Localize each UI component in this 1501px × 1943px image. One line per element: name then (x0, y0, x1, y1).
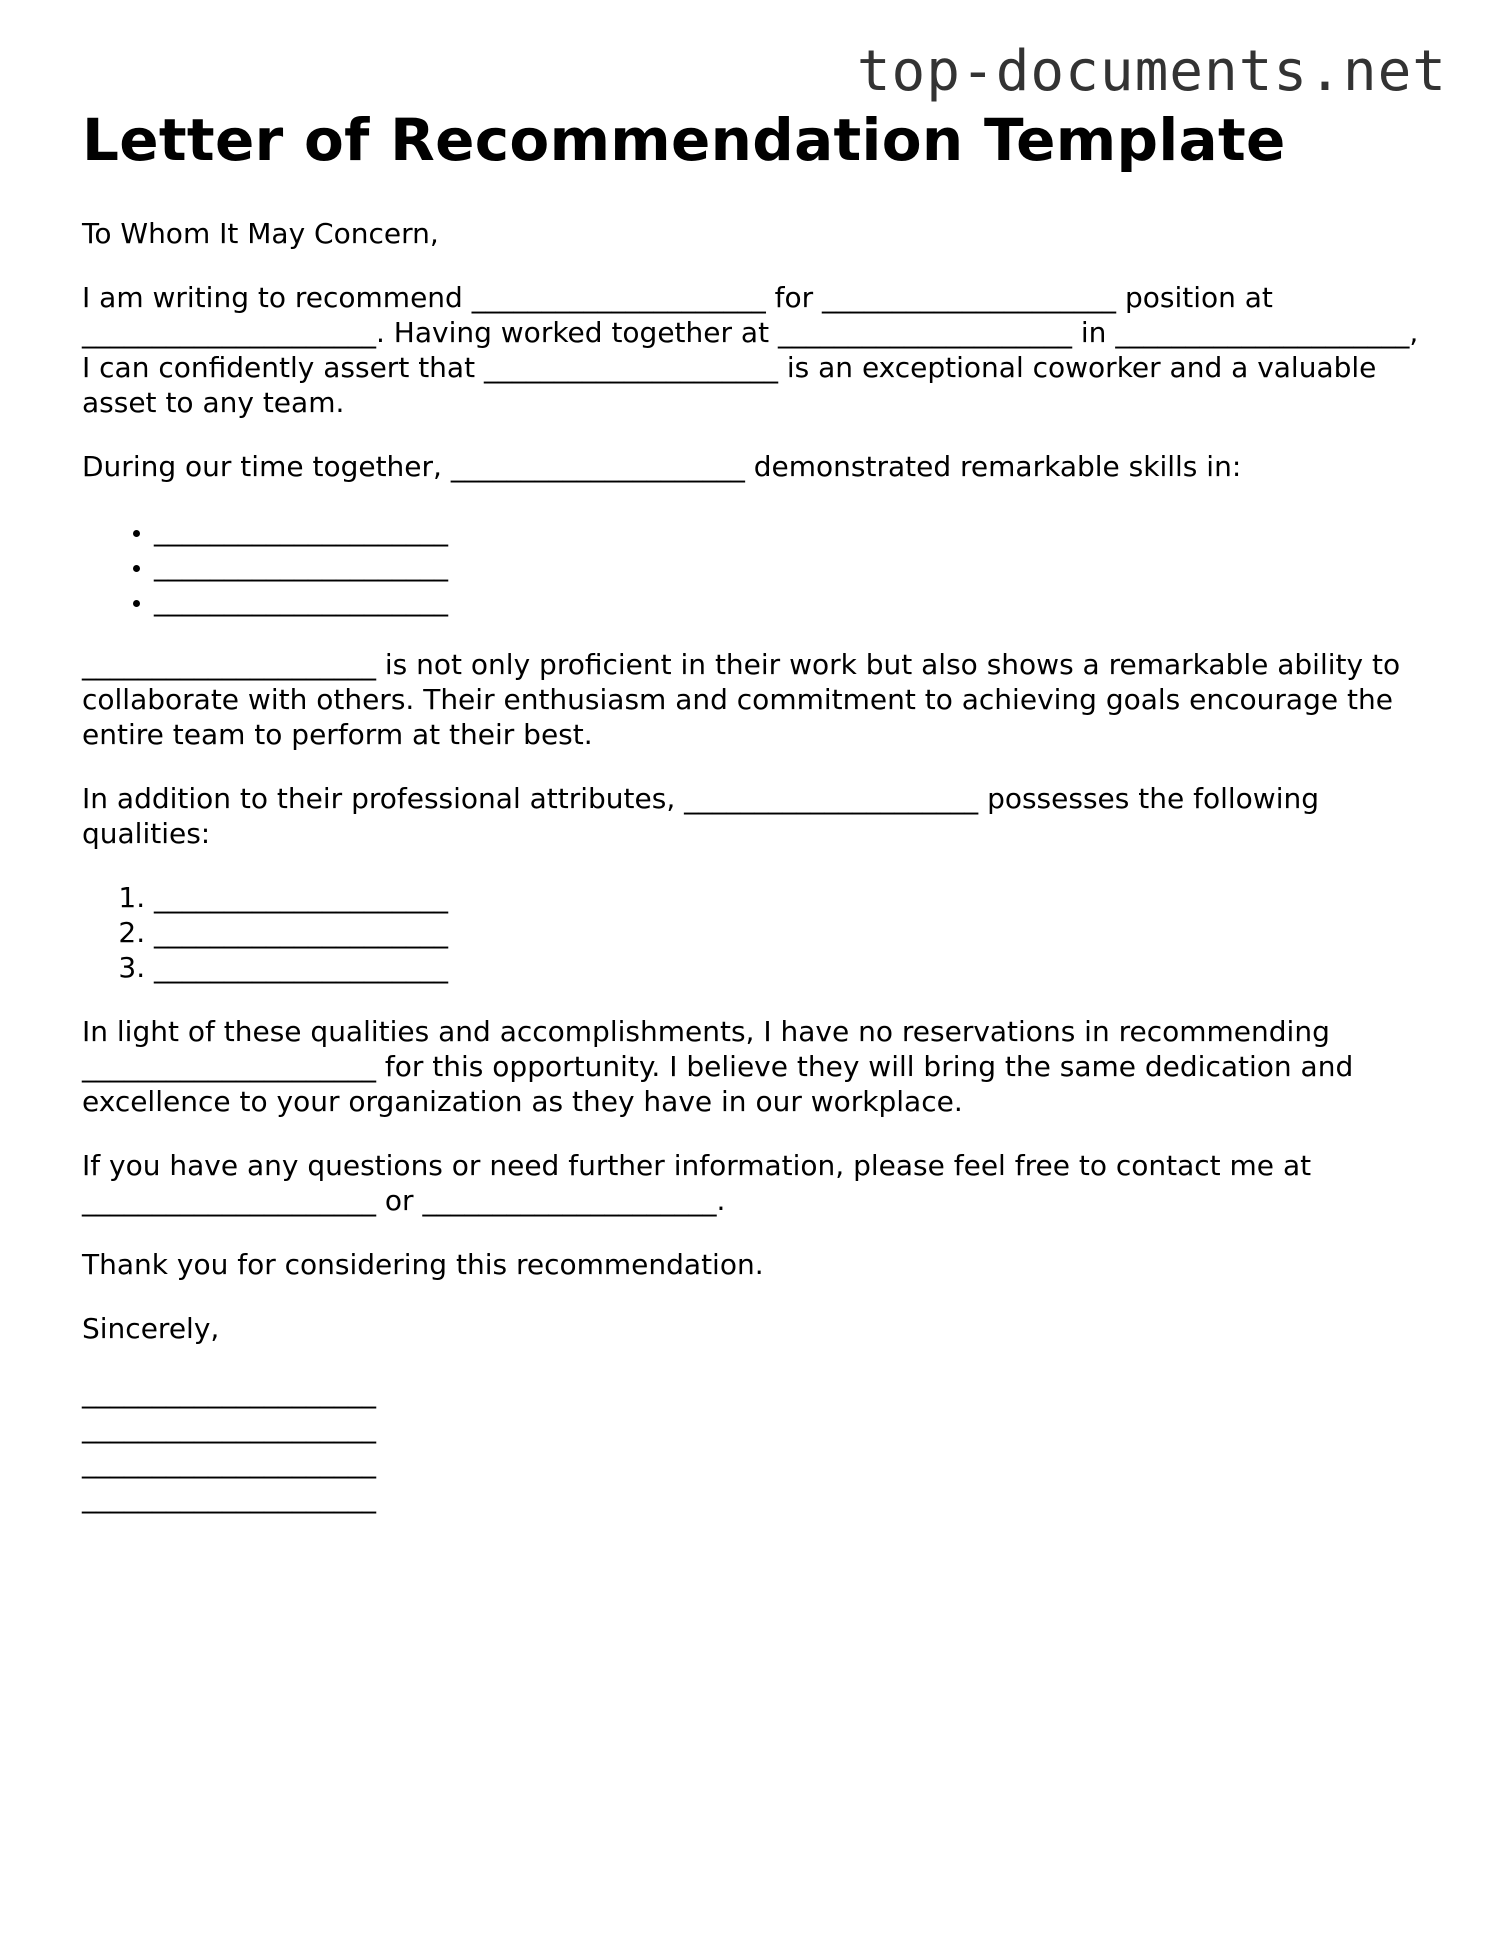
list-item: 1. _____________________ (154, 880, 1422, 915)
signature-line: _____________________ (82, 1376, 376, 1409)
intro-text-b: for (774, 281, 814, 314)
skills-list (82, 513, 1422, 618)
letter-body (82, 216, 1422, 1515)
closing: Sincerely, (82, 1312, 220, 1345)
list-item: • _____________________ (154, 583, 1422, 618)
page-title: Letter of Recommendation Template (82, 106, 1286, 174)
contact-text-c: . (716, 1184, 726, 1217)
watermark: top-documents.net (856, 39, 1447, 104)
blank-candidate-name-4: _____________________ (82, 648, 376, 681)
thanks-line: Thank you for considering this recommendation. (82, 1248, 764, 1281)
list-item: 2. _____________________ (154, 915, 1422, 950)
blank-candidate-name-3: _____________________ (450, 450, 745, 483)
recommend-text-a: In light of these qualities and accomplishments, I have no reservations in recommending (82, 1015, 1330, 1048)
paragraph-intro (82, 280, 1422, 420)
qualities-text-b: possesses the following qualities: (82, 782, 1319, 850)
blank-candidate-name-2: _____________________ (483, 351, 778, 384)
intro-text-d: . Having worked together at (376, 316, 770, 349)
signature-line: _____________________ (82, 1411, 376, 1444)
blank-email: _____________________ (422, 1184, 717, 1217)
contact-text-a: If you have any questions or need further information, please feel free to contact me at (82, 1149, 1312, 1182)
qualities-text-a: In addition to their professional attributes, (82, 782, 676, 815)
recommend-text-b: for this opportunity. I believe they will bring the same dedication and excellence to your organization as they have in our workplace. (82, 1050, 1354, 1118)
blank-candidate-name-6: _____________________ (82, 1050, 376, 1083)
contact-text-b: or (384, 1184, 414, 1217)
signature-block (82, 1375, 1422, 1515)
skills-text-b: demonstrated remarkable skills in: (753, 450, 1242, 483)
paragraph-contact (82, 1148, 1422, 1218)
blank-workplace: _____________________ (777, 316, 1072, 349)
list-item: • _____________________ (154, 548, 1422, 583)
intro-text-g: is an exceptional coworker and a valuable asset to any team. (82, 351, 1377, 419)
signature-line: _____________________ (82, 1446, 376, 1479)
signature-line: _____________________ (82, 1481, 376, 1514)
paragraph-qualities (82, 781, 1422, 851)
intro-text-a: I am writing to recommend (82, 281, 463, 314)
list-item: • _____________________ (154, 513, 1422, 548)
intro-text-e: in (1080, 316, 1107, 349)
blank-candidate-name-5: _____________________ (684, 782, 979, 815)
blank-period: _____________________ (1115, 316, 1410, 349)
intro-text-c: position at (1124, 281, 1273, 314)
greeting: To Whom It May Concern, (82, 217, 439, 250)
blank-position: _____________________ (822, 281, 1117, 314)
paragraph-skills (82, 449, 1422, 484)
skills-text-a: During our time together, (82, 450, 442, 483)
collaboration-text: is not only proficient in their work but also shows a remarkable ability to collaborate with others. Their enthusiasm and commitment to achieving goals encourage the entire team to perform at their best. (82, 648, 1401, 751)
blank-company: _____________________ (82, 316, 376, 349)
paragraph-collaboration (82, 647, 1422, 752)
intro-text-f: , I can confidently assert that (82, 316, 1419, 384)
document-page (82, 104, 1422, 1515)
list-item: 3. _____________________ (154, 950, 1422, 985)
qualities-list (82, 880, 1422, 985)
blank-candidate-name: _____________________ (471, 281, 766, 314)
paragraph-recommendation (82, 1014, 1422, 1119)
blank-phone: _____________________ (82, 1184, 376, 1217)
